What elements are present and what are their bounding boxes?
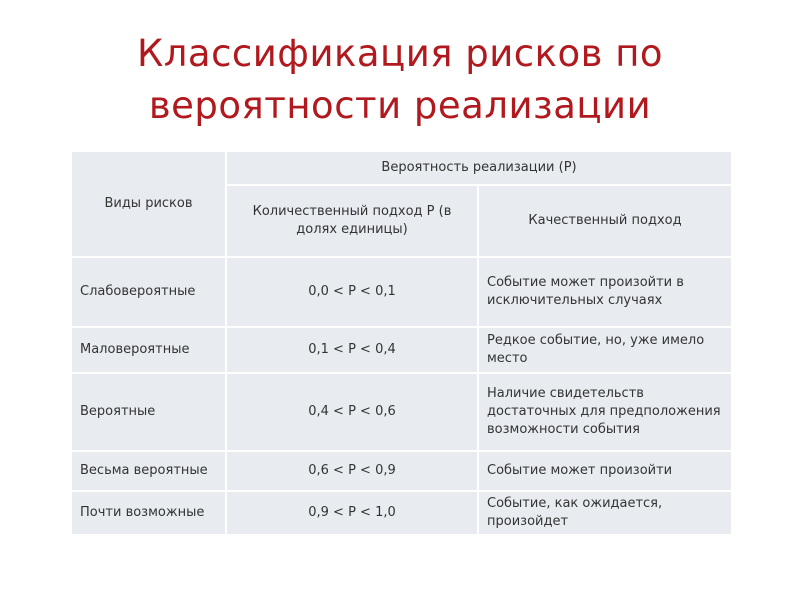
table-row <box>71 327 732 373</box>
quantitative-cell: 0,4 < Р < 0,6 <box>226 373 478 451</box>
table-row <box>71 373 732 451</box>
header-risk-types: Виды рисков <box>71 151 226 257</box>
qualitative-cell: Редкое событие, но, уже имело место <box>478 327 732 373</box>
table-row <box>71 257 732 327</box>
risk-type-cell: Слабовероятные <box>71 257 226 327</box>
table-header-row <box>71 151 732 185</box>
risk-type-cell: Весьма вероятные <box>71 451 226 491</box>
qualitative-cell: Событие может произойти <box>478 451 732 491</box>
header-qualitative: Качественный подход <box>478 185 732 257</box>
slide-title-line-1: Классификация рисков по <box>136 32 664 75</box>
slide-title <box>40 28 760 132</box>
quantitative-cell: 0,1 < Р < 0,4 <box>226 327 478 373</box>
table-row <box>71 491 732 535</box>
quantitative-cell: 0,0 < Р < 0,1 <box>226 257 478 327</box>
risk-classification-table <box>70 150 733 536</box>
quantitative-cell: 0,9 < Р < 1,0 <box>226 491 478 535</box>
header-quantitative: Количественный подход Р (в долях единицы) <box>226 185 478 257</box>
qualitative-cell: Событие, как ожидается, произойдет <box>478 491 732 535</box>
qualitative-cell: Событие может произойти в исключительных случаях <box>478 257 732 327</box>
risk-type-cell: Вероятные <box>71 373 226 451</box>
risk-type-cell: Маловероятные <box>71 327 226 373</box>
quantitative-cell: 0,6 < Р < 0,9 <box>226 451 478 491</box>
qualitative-cell: Наличие свидетельств достаточных для предположения возможности события <box>478 373 732 451</box>
risk-type-cell: Почти возможные <box>71 491 226 535</box>
table-row <box>71 451 732 491</box>
header-probability: Вероятность реализации (Р) <box>226 151 732 185</box>
slide-title-line-2: вероятности реализации <box>148 84 652 127</box>
